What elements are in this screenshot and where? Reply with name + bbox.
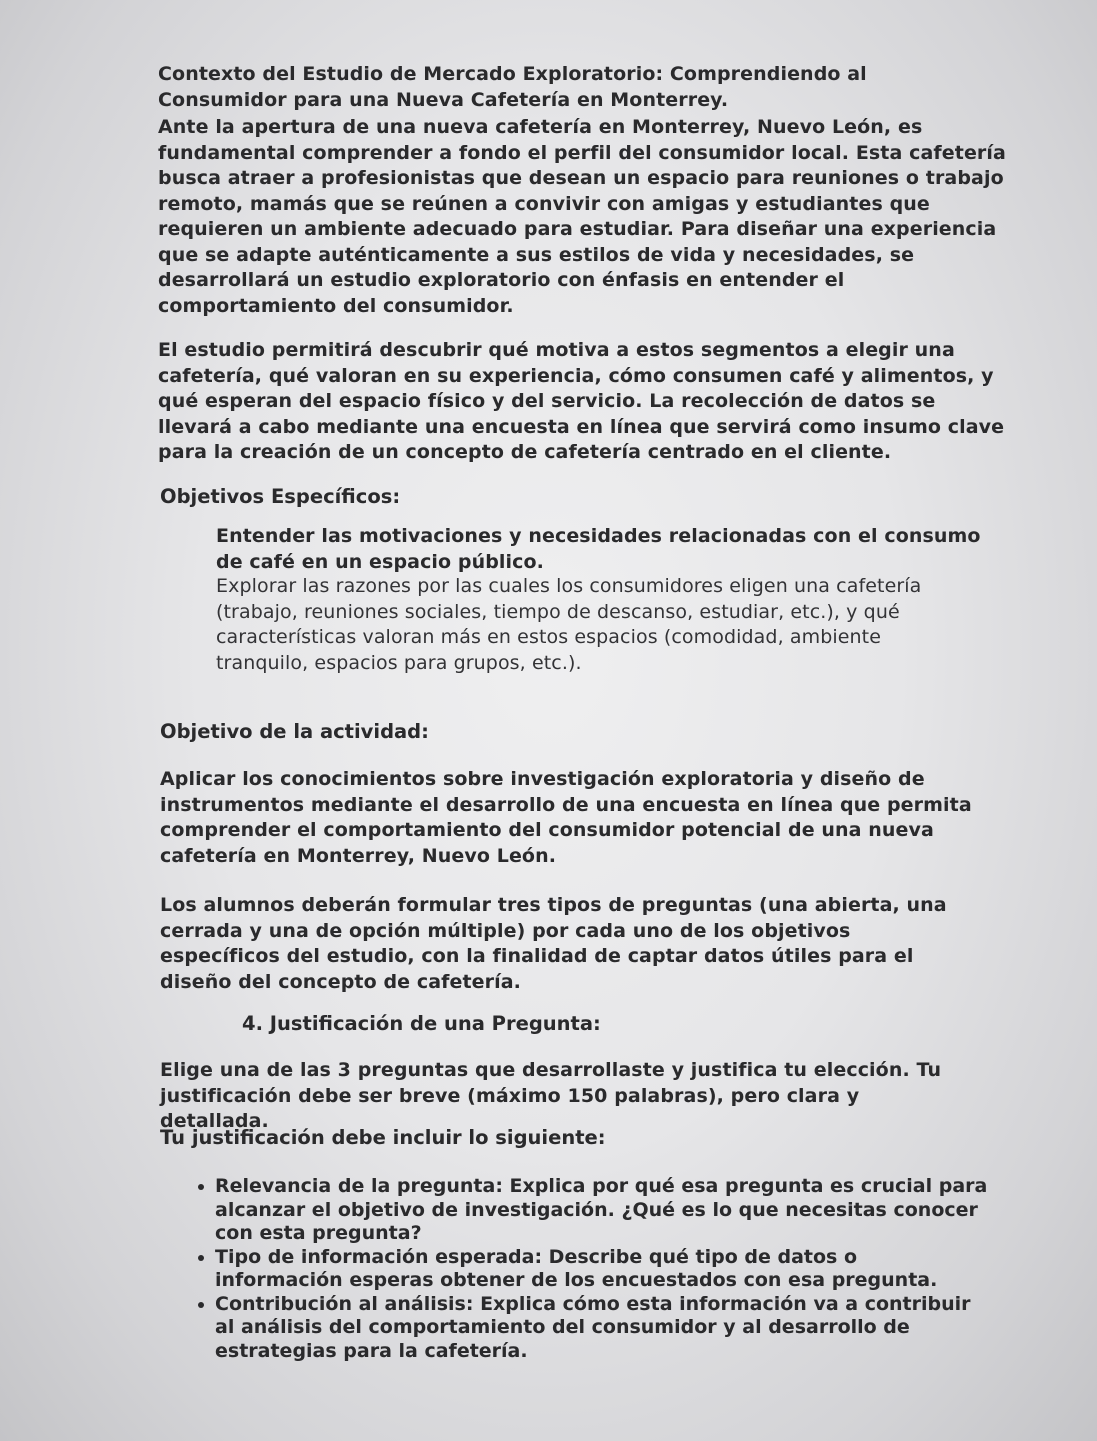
list-item (190, 1246, 990, 1293)
list-item (190, 1293, 990, 1364)
justification-bullet-list (190, 1175, 990, 1363)
justification-heading: 4. Justificación de una Pregunta: (242, 1012, 601, 1035)
document-title: Contexto del Estudio de Mercado Exploratorio: Comprendiendo al Consumidor para una Nueva Cafetería en Monterrey. (158, 63, 867, 111)
activity-objective-heading: Objetivo de la actividad: (160, 720, 429, 743)
activity-objective-paragraph-1: Aplicar los conocimientos sobre investigación exploratoria y diseño de instrumentos mediante el desarrollo de una encuesta en línea que permita comprender el comportamiento del consumidor potencial de una nueva cafetería en Monterrey, Nuevo León. (160, 768, 972, 867)
specific-objectives-heading: Objetivos Específicos: (160, 485, 401, 508)
bullet-icon (198, 1255, 204, 1261)
bullet-icon (198, 1184, 204, 1190)
bullet-text: Relevancia de la pregunta: Explica por qué esa pregunta es crucial para alcanzar el objetivo de investigación. ¿Qué es lo que necesitas conocer con esta pregunta? (215, 1175, 988, 1244)
bullet-text: Tipo de información esperada: Describe qué tipo de datos o información esperas obtener de los encuestados con esa pregunta. (215, 1245, 938, 1291)
justification-instruction: Elige una de las 3 preguntas que desarrollaste y justifica tu elección. Tu justificación debe ser breve (máximo 150 palabras), pero clara y detallada. (160, 1059, 942, 1132)
bullet-text: Contribución al análisis: Explica cómo esta información va a contribuir al análisis del comportamiento del consumidor y al desarrollo de estrategias para la cafetería. (215, 1292, 971, 1362)
justification-include-label: Tu justificación debe incluir lo siguiente: (160, 1126, 606, 1149)
specific-objective-1: Entender las motivaciones y necesidades relacionadas con el consumo de café en un espacio público. (216, 525, 981, 573)
context-paragraph-1: Ante la apertura de una nueva cafetería en Monterrey, Nuevo León, es fundamental comprender a fondo el perfil del consumidor local. Esta cafetería busca atraer a profesionistas que desean un espacio para reuniones o trabajo remoto, mamás que se reúnen a convivir con amigas y estudiantes que requieren un ambiente adecuado para estudiar. Para diseñar una experiencia que se adapte auténticamente a sus estilos de vida y necesidades, se desarrollará un estudio exploratorio con énfasis en entender el comportamiento del consumidor. (158, 116, 1006, 317)
context-paragraph-2: El estudio permitirá descubrir qué motiva a estos segmentos a elegir una cafetería, qué valoran en su experiencia, cómo consumen café y alimentos, y qué esperan del espacio físico y del servicio. La recolección de datos se llevará a cabo mediante una encuesta en línea que servirá como insumo clave para la creación de un concepto de cafetería centrado en el cliente. (158, 339, 1005, 463)
activity-objective-paragraph-2: Los alumnos deberán formular tres tipos de preguntas (una abierta, una cerrada y una de opción múltiple) por cada uno de los objetivos específicos del estudio, con la finalidad de captar datos útiles para el diseño del concepto de cafetería. (160, 894, 947, 993)
bullet-icon (198, 1302, 204, 1308)
specific-objective-2: Explorar las razones por las cuales los consumidores eligen una cafetería (trabajo, reuniones sociales, tiempo de descanso, estudiar, etc.), y qué características valoran más en estos espacios (comodidad, ambiente tranquilo, espacios para grupos, etc.). (216, 575, 922, 674)
list-item (190, 1175, 990, 1246)
